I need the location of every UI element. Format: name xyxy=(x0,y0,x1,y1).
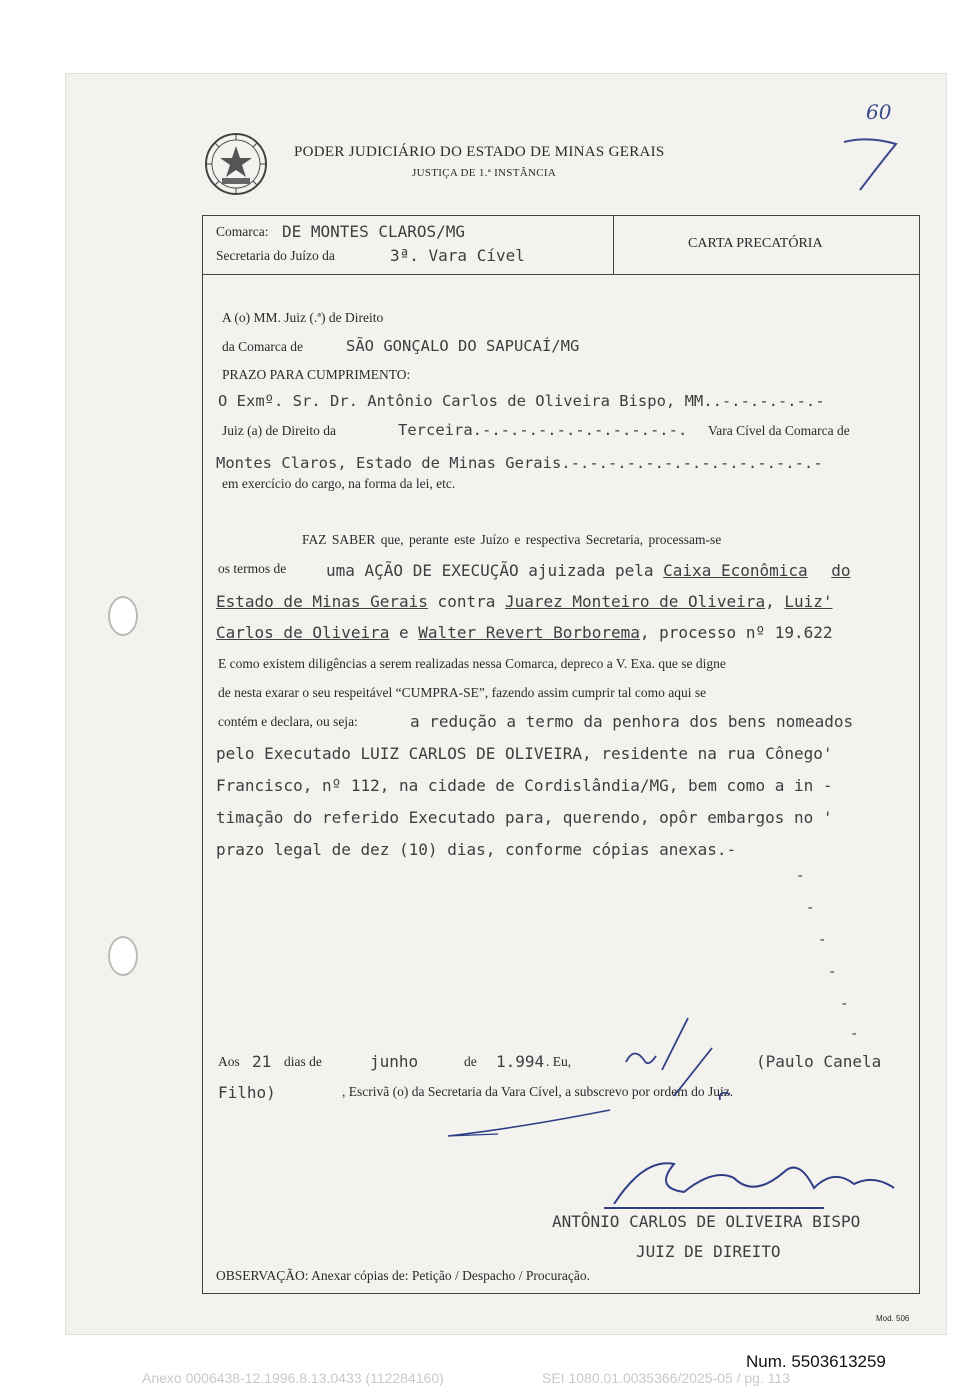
filler-dash: - xyxy=(806,900,815,916)
body-text-line: Francisco, nº 112, na cidade de Cordislândia/MG, bem como a in - xyxy=(216,776,833,795)
comarca-label: Comarca: xyxy=(216,224,269,239)
faz-saber-line: FAZ SABER que, perante este Juízo e respectiva Secretaria, processam-se xyxy=(302,532,722,547)
year-value: 1.994 xyxy=(496,1052,545,1071)
de-label: de xyxy=(464,1054,477,1069)
contem-label: contém e declara, ou seja: xyxy=(218,714,358,729)
filler-dash: - xyxy=(828,964,837,980)
secretaria-label: Secretaria do Juízo da xyxy=(216,248,335,263)
document-type: CARTA PRECATÓRIA xyxy=(688,236,823,251)
body-text-line: Estado de Minas Gerais contra Juarez Monteiro de Oliveira, Luiz' xyxy=(216,592,833,611)
juiz-label: Juiz (a) de Direito da xyxy=(222,423,336,438)
exercise-line: em exercício do cargo, na forma da lei, etc. xyxy=(222,476,456,491)
secretaria-value: 3ª. Vara Cível xyxy=(390,246,525,265)
handwritten-mark-icon xyxy=(838,128,908,196)
filler-dash: - xyxy=(818,932,827,948)
court-instance: JUSTIÇA DE 1.ª INSTÂNCIA xyxy=(412,167,557,179)
clerk-name-2: Filho) xyxy=(218,1083,276,1102)
destination-comarca: SÃO GONÇALO DO SAPUCAÍ/MG xyxy=(346,337,580,355)
filler-dash: - xyxy=(850,1026,859,1042)
deadline-label: PRAZO PARA CUMPRIMENTO: xyxy=(222,367,411,382)
termos-label: os termos de xyxy=(218,561,287,576)
dias-de-label: dias de xyxy=(284,1054,322,1069)
day-value: 21 xyxy=(252,1052,272,1071)
court-name: PODER JUDICIÁRIO DO ESTADO DE MINAS GERAIS xyxy=(294,144,665,160)
clerk-name-1: (Paulo Canela xyxy=(756,1052,882,1071)
document-number: Num. 5503613259 xyxy=(746,1352,886,1371)
clerk-signature-icon xyxy=(600,1010,740,1110)
annex-reference: Anexo 0006438-12.1996.8.13.0433 (112284160) xyxy=(142,1370,444,1386)
coat-of-arms-icon xyxy=(204,132,268,196)
exarar-line: de nesta exarar o seu respeitável “CUMPRA-SE”, fazendo assim cumprir tal como aqui se xyxy=(218,685,707,700)
divider xyxy=(613,215,614,274)
city-line: Montes Claros, Estado de Minas Gerais.-.-.-.-.-.-.-.-.-.-.-.-.-.- xyxy=(216,454,823,472)
observation-line: OBSERVAÇÃO: Anexar cópias de: Petição / Despacho / Procuração. xyxy=(216,1268,590,1283)
judge-signature-icon xyxy=(584,1148,914,1218)
filler-dash: - xyxy=(840,996,849,1012)
diligencias-line: E como existem diligências a serem realizadas nessa Comarca, depreco a V. Exa. que se digne xyxy=(218,656,726,671)
judge-line: O Exmº. Sr. Dr. Antônio Carlos de Oliveira Bispo, MM..-.-.-.-.-.- xyxy=(218,392,825,410)
month-value: junho xyxy=(370,1052,419,1071)
punch-hole xyxy=(108,936,138,976)
pen-stroke-icon xyxy=(438,1106,618,1142)
vara-label: Vara Cível da Comarca de xyxy=(708,423,850,438)
body-text-line: timação do referido Executado para, querendo, opôr embargos no ' xyxy=(216,808,833,827)
vara-ordinal: Terceira.-.-.-.-.-.-.-.-.-.-.-. xyxy=(398,421,688,439)
sei-reference: SEI 1080.01.0035366/2025-05 / pg. 113 xyxy=(542,1370,791,1386)
page-number-handwritten: 60 xyxy=(866,100,892,124)
form-code: Mod. 506 xyxy=(876,1314,910,1323)
judge-title: JUIZ DE DIREITO xyxy=(636,1242,781,1261)
eu-label: . Eu, xyxy=(546,1054,572,1069)
comarca-de-label: da Comarca de xyxy=(222,339,303,354)
aos-label: Aos xyxy=(218,1054,240,1069)
escriva-line: , Escrivã (o) da Secretaria da Vara Cível, a subscrevo por ordem do Juiz. xyxy=(342,1084,734,1099)
judge-name: ANTÔNIO CARLOS DE OLIVEIRA BISPO xyxy=(552,1212,861,1231)
filler-dash: - xyxy=(796,868,805,884)
body-text-line: a redução a termo da penhora dos bens nomeados xyxy=(410,712,854,731)
body-text-line: pelo Executado LUIZ CARLOS DE OLIVEIRA, residente na rua Cônego' xyxy=(216,744,833,763)
addressee-line: A (o) MM. Juiz (.ª) de Direito xyxy=(222,310,384,325)
comarca-value: DE MONTES CLAROS/MG xyxy=(282,222,466,241)
body-text-line: uma AÇÃO DE EXECUÇÃO ajuizada pela Caixa Econômica do xyxy=(326,561,851,580)
body-text-line: Carlos de Oliveira e Walter Revert Borborema, processo nº 19.622 xyxy=(216,623,833,642)
divider xyxy=(202,274,920,275)
body-text-line: prazo legal de dez (10) dias, conforme cópias anexas.- xyxy=(216,840,737,859)
punch-hole xyxy=(108,596,138,636)
